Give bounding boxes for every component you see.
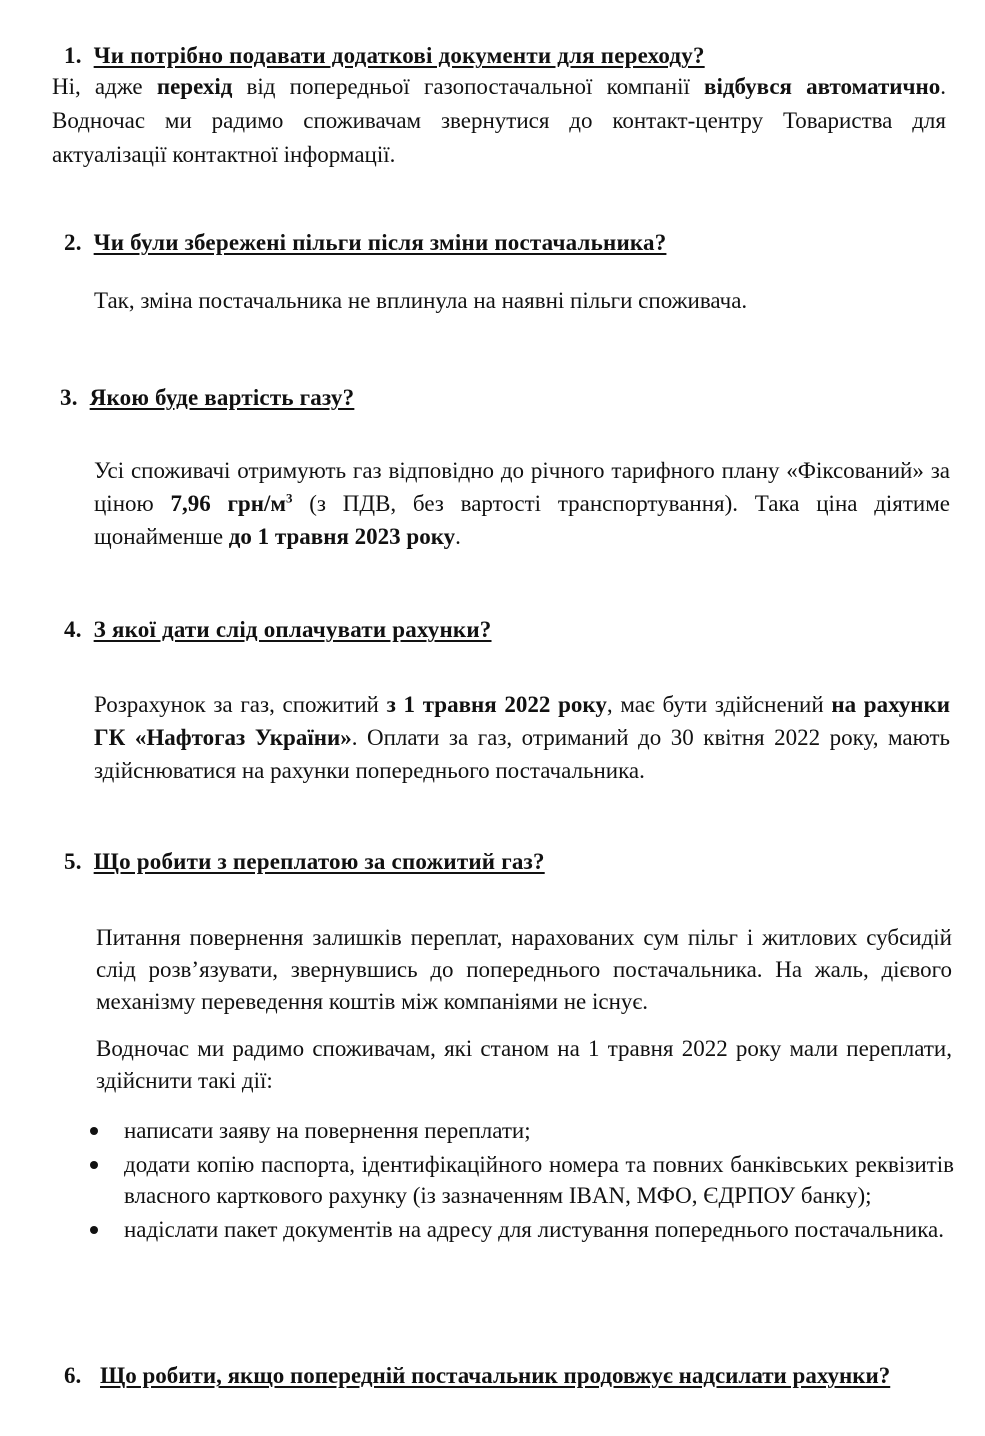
question-title: Що робити, якщо попередній постачальник продовжує надсилати рахунки? [100,1363,891,1388]
question-4-heading [64,616,492,644]
question-3-heading [60,384,354,412]
answer-text: від попередньої газопостачальної компанії [232,74,705,99]
question-number: 2. [64,230,82,255]
list-item-text: написати заяву на повернення переплати; [124,1118,531,1143]
bullet-dot-icon [90,1161,98,1169]
answer-4 [94,688,950,787]
answer-text: . Оплати за газ, отриманий до 30 квітня 2022 року, мають здійснюватися на рахунки попереднього постачальника. [94,725,950,783]
answer-bold: з 1 травня 2022 року [386,692,607,717]
answer-1 [52,70,946,172]
question-6-heading [64,1360,956,1391]
question-number: 5. [64,849,82,874]
question-title: Якою буде вартість газу? [89,385,355,410]
answer-bold: 7,96 грн/м [170,491,287,516]
answer-2 [94,284,944,317]
answer-5-bullet-list [86,1115,954,1248]
answer-text: , має бути здійснений [606,692,832,717]
answer-text: Усі споживачі отримують газ відповідно до річного тарифного плану «Фіксований» за ціною [94,458,950,516]
question-5-heading [64,848,545,876]
question-number: 1. [64,43,82,68]
question-title: Чи були збережені пільги після зміни постачальника? [93,230,667,255]
answer-text: . [455,524,461,549]
question-title: Що робити з переплатою за спожитий газ? [93,849,545,874]
superscript: 3 [286,490,293,506]
question-1-heading [64,42,705,70]
question-title: З якої дати слід оплачувати рахунки? [93,617,492,642]
answer-bold: на рахунки ГК «Нафтогаз України» [94,692,950,750]
answer-text: Розрахунок за газ, спожитий [94,692,387,717]
answer-bold: відбувся автоматично [704,74,941,99]
answer-5-paragraph-2 [96,1033,952,1097]
answer-3 [94,454,950,553]
question-2-heading [64,229,666,257]
question-number: 3. [60,385,78,410]
list-item [86,1214,954,1245]
list-item-text: додати копію паспорта, ідентифікаційного номера та повних банківських реквізитів власного карткового рахунку (із зазначенням IBAN, МФО, ЄДРПОУ банку); [124,1152,954,1208]
answer-bold: до 1 травня 2023 року [228,524,456,549]
answer-bold: перехід [156,74,233,99]
answer-text: Питання повернення залишків переплат, нарахованих сум пільг і житлових субсидій слід розв’язувати, звернувшись до попереднього постачальника. На жаль, дієвого механізму переведення коштів між компаніями не існує. [96,925,952,1014]
answer-5-paragraph-1 [96,922,952,1018]
question-title: Чи потрібно подавати додаткові документи для переходу? [93,43,705,68]
question-number: 6. [64,1363,82,1388]
answer-text: . Водночас ми радимо споживачам звернутися до контакт-центру Товариства для актуалізації контактної інформації. [52,74,946,167]
list-item [86,1115,954,1146]
bullet-dot-icon [90,1127,98,1135]
list-item [86,1149,954,1211]
answer-text: Ні, адже [52,74,157,99]
answer-text: Так, зміна постачальника не вплинула на наявні пільги споживача. [94,288,748,313]
question-number: 4. [64,617,82,642]
list-item-text: надіслати пакет документів на адресу для листування попереднього постачальника. [124,1217,944,1242]
bullet-dot-icon [90,1226,98,1234]
answer-text: Водночас ми радимо споживачам, які станом на 1 травня 2022 року мали переплати, здійснити такі дії: [96,1036,952,1093]
answer-text: (з ПДВ, без вартості транспортування). Така ціна діятиме щонайменше [94,491,951,549]
